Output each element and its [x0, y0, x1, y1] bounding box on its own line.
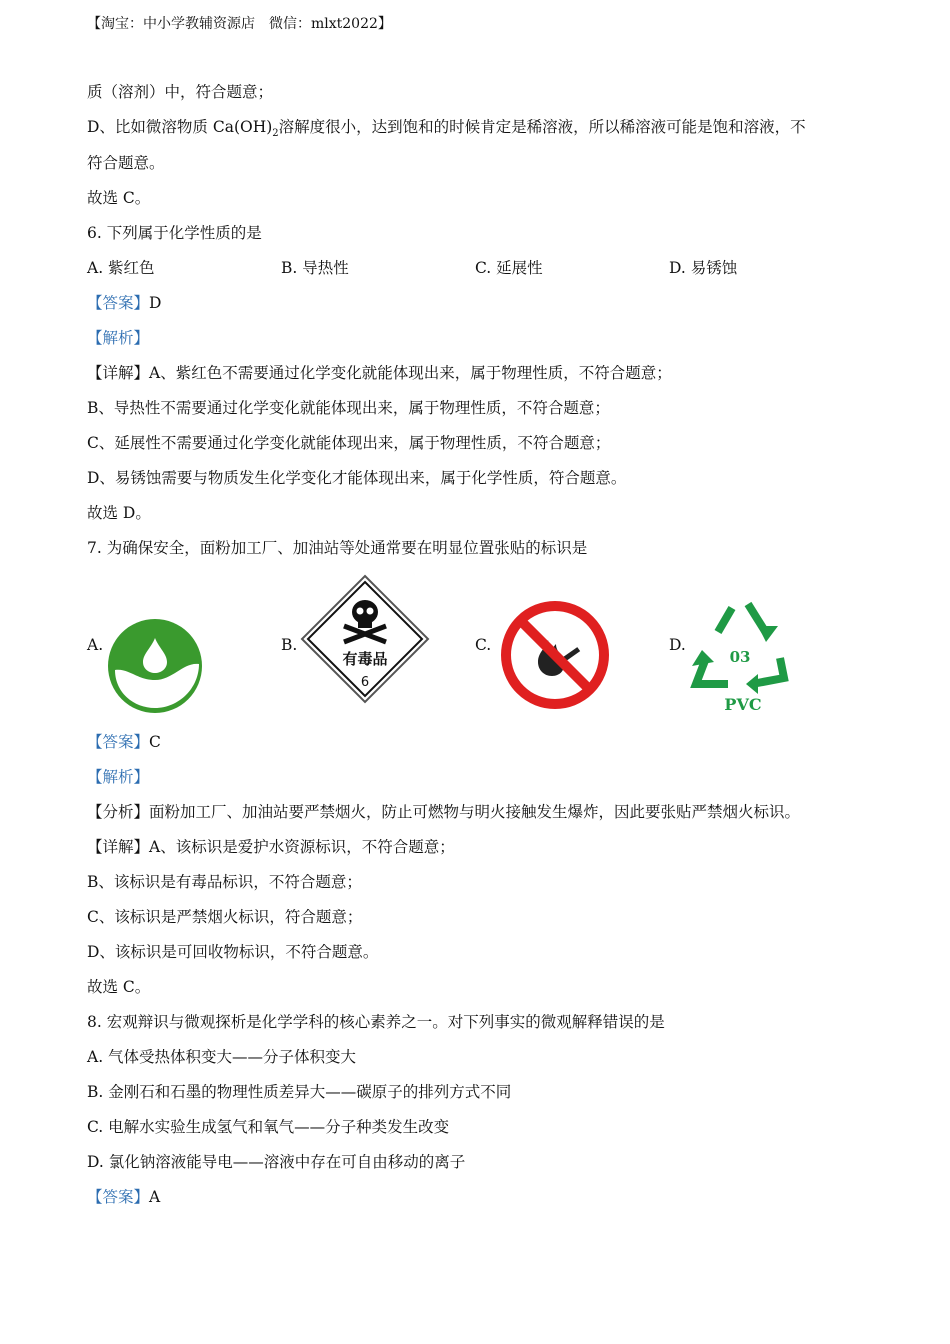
- answer-tag: 【答案】: [87, 294, 150, 312]
- analysis2-tag: 【分析】: [87, 803, 150, 821]
- q5-text-line-2: [87, 117, 806, 144]
- analysis-tag: 【解析】: [87, 329, 150, 347]
- q5-choice: 故选 C。: [87, 189, 151, 207]
- q7-stem: 7. 为确保安全，面粉加工厂、加油站等处通常要在明显位置张贴的标识是: [87, 539, 588, 557]
- q6-option-c: C. 延展性: [475, 259, 543, 277]
- recycle-material: PVC: [724, 695, 762, 714]
- q8-stem: 8. 宏观辩识与微观探析是化学学科的核心素养之一。对下列事实的微观解释错误的是: [87, 1013, 665, 1031]
- analysis2-text: 面粉加工厂、加油站要严禁烟火，防止可燃物与明火接触发生爆炸，因此要张贴严禁烟火标识。: [149, 803, 801, 821]
- toxic-substance-icon: [300, 574, 430, 704]
- q7-detail-c: C、该标识是严禁烟火标识，符合题意；: [87, 908, 363, 926]
- q7-option-b-label: B.: [281, 636, 298, 654]
- q5-text-line-1: 质（溶剂）中，符合题意；: [87, 83, 274, 101]
- q8-answer: [87, 1187, 160, 1207]
- q6-answer: [87, 293, 161, 313]
- q7-option-c-label: C.: [475, 636, 492, 654]
- q7-choice: 故选 C。: [87, 978, 151, 996]
- detail-text: A、紫红色不需要通过化学变化就能体现出来，属于物理性质，不符合题意；: [149, 364, 672, 382]
- q6-stem: 6. 下列属于化学性质的是: [87, 224, 262, 242]
- q7-analysis: [87, 802, 800, 822]
- q6-option-d: D. 易锈蚀: [669, 259, 738, 277]
- q7-option-d-label: D.: [669, 636, 686, 654]
- q8-option-a: A. 气体受热体积变大——分子体积变大: [87, 1048, 357, 1066]
- detail-tag: 【详解】: [87, 364, 150, 382]
- toxic-sign-text: 有毒品: [342, 650, 388, 668]
- toxic-sign-number: 6: [360, 675, 370, 690]
- recycle-pvc-icon: [688, 596, 794, 716]
- q6-analysis-tag: [87, 328, 149, 348]
- q7-answer: [87, 732, 161, 752]
- detail-tag: 【详解】: [87, 838, 150, 856]
- answer-tag: 【答案】: [87, 733, 150, 751]
- detail-text: A、该标识是爱护水资源标识，不符合题意；: [149, 838, 455, 856]
- recycle-code: 03: [729, 648, 751, 666]
- q5-text-line-2b: 溶解度很小，达到饱和的时候肯定是稀溶液，所以稀溶液可能是饱和溶液，不: [278, 118, 806, 136]
- q5-text-line-3: 符合题意。: [87, 154, 165, 172]
- q7-detail-b: B、该标识是有毒品标识，不符合题意；: [87, 873, 362, 891]
- answer-value: D: [149, 294, 162, 312]
- q6-detail-d: D、易锈蚀需要与物质发生化学变化才能体现出来，属于化学性质，符合题意。: [87, 469, 627, 487]
- water-conservation-icon: [107, 618, 203, 714]
- q7-detail-d: D、该标识是可回收物标识，不符合题意。: [87, 943, 379, 961]
- answer-value: C: [149, 733, 161, 751]
- q5-text-line-2a: D、比如微溶物质 Ca(OH): [87, 118, 273, 136]
- q6-detail-c: C、延展性不需要通过化学变化就能体现出来，属于物理性质，不符合题意；: [87, 434, 611, 452]
- no-fire-icon: [500, 600, 610, 710]
- q6-option-b: B. 导热性: [281, 259, 349, 277]
- q6-option-a: A. 紫红色: [87, 259, 155, 277]
- q8-option-d: D. 氯化钠溶液能导电——溶液中存在可自由移动的离子: [87, 1153, 466, 1171]
- q7-analysis-tag: [87, 767, 149, 787]
- answer-value: A: [149, 1188, 161, 1206]
- answer-tag: 【答案】: [87, 1188, 150, 1206]
- q7-option-a-label: A.: [87, 636, 104, 654]
- q7-detail-a: [87, 837, 455, 857]
- page-header: 【淘宝：中小学教辅资源店 微信：mlxt2022】: [87, 16, 392, 32]
- analysis-tag: 【解析】: [87, 768, 150, 786]
- q8-option-c: C. 电解水实验生成氢气和氧气——分子种类发生改变: [87, 1118, 450, 1136]
- q6-detail-a: [87, 363, 672, 383]
- q6-detail-b: B、导热性不需要通过化学变化就能体现出来，属于物理性质，不符合题意；: [87, 399, 610, 417]
- q8-option-b: B. 金刚石和石墨的物理性质差异大——碳原子的排列方式不同: [87, 1083, 512, 1101]
- subscript: 2: [272, 128, 279, 140]
- q6-choice: 故选 D。: [87, 504, 151, 522]
